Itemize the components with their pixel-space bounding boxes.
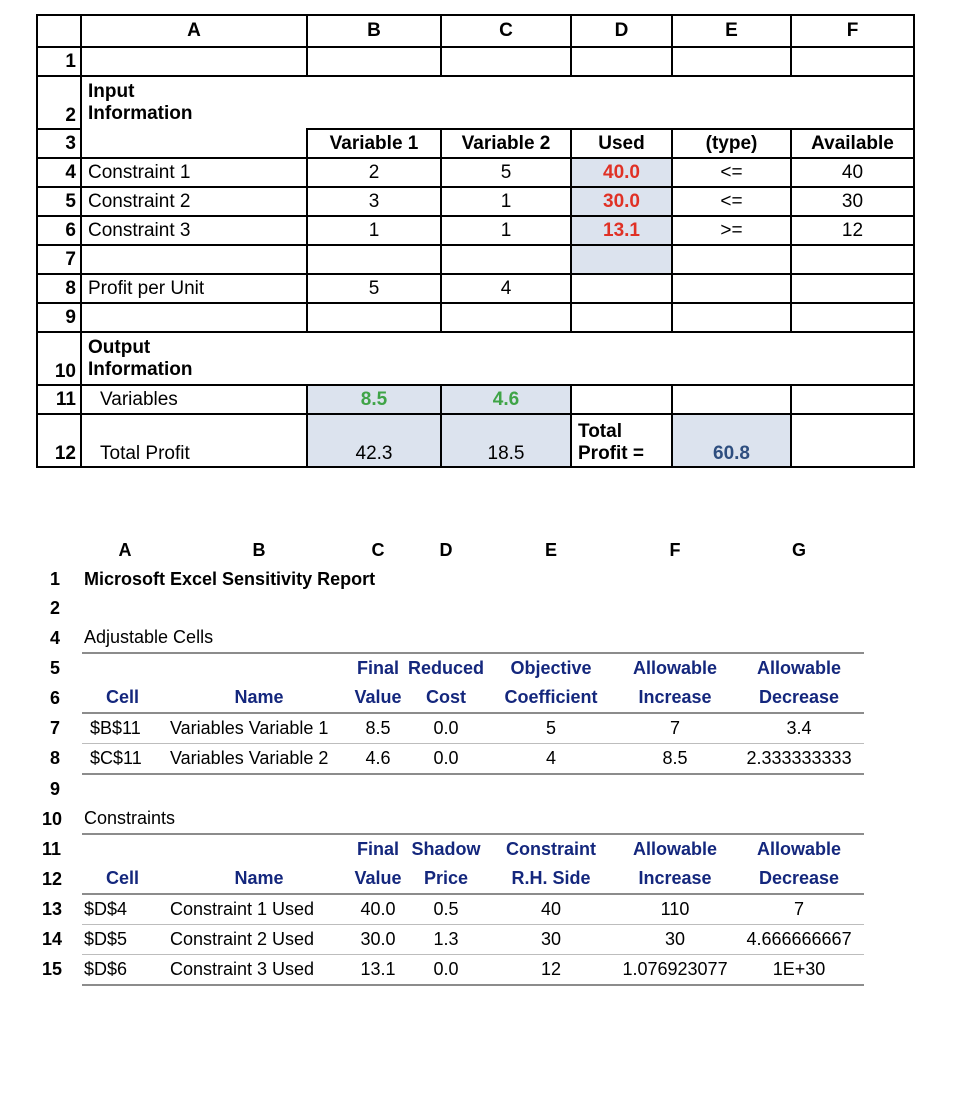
column-header-e[interactable]: E: [672, 15, 791, 47]
constraint-available[interactable]: 30: [791, 187, 914, 216]
cell-f8[interactable]: [791, 274, 914, 303]
constraint-coef-v1[interactable]: 1: [307, 216, 441, 245]
profit-contribution-b[interactable]: 42.3: [307, 414, 441, 467]
sheet-row-6: [37, 216, 914, 245]
report-col-f: F: [669, 539, 681, 560]
adj-header-name: Name: [168, 683, 350, 713]
con-name: Constraint 3 Used: [168, 955, 350, 986]
adj-allowable-decrease: 2.333333333: [734, 744, 864, 775]
report-column-letters: [40, 535, 864, 565]
cell-f1[interactable]: [791, 47, 914, 76]
cell-e7[interactable]: [672, 245, 791, 274]
row-number[interactable]: 6: [37, 216, 81, 245]
adj-header-allowable-inc: Allowable: [616, 653, 734, 683]
report-row-number: 12: [42, 868, 63, 889]
con-final-value: 30.0: [350, 925, 406, 955]
variable-2-value[interactable]: 4.6: [441, 385, 571, 414]
cell-a3[interactable]: [81, 129, 307, 158]
sheet-row-8: [37, 274, 914, 303]
con-cell-ref: $D$5: [82, 925, 168, 955]
con-name: Constraint 1 Used: [168, 894, 350, 925]
header-type[interactable]: (type): [672, 129, 791, 158]
profit-per-unit-v2[interactable]: 4: [441, 274, 571, 303]
variables-label[interactable]: Variables: [81, 385, 307, 414]
sheet-row-5: [37, 187, 914, 216]
constraint-coef-v2[interactable]: 5: [441, 158, 571, 187]
constraint-name[interactable]: Constraint 1: [81, 158, 307, 187]
constraint-type[interactable]: <=: [672, 158, 791, 187]
report-row-number: 9: [50, 778, 61, 799]
adj-cell-ref: $C$11: [82, 744, 168, 775]
cell-f11[interactable]: [791, 385, 914, 414]
report-row-number: 11: [42, 838, 62, 859]
cell-f7[interactable]: [791, 245, 914, 274]
con-allowable-decrease: 1E+30: [734, 955, 864, 986]
report-row-number: 13: [42, 898, 63, 919]
constraint-coef-v1[interactable]: 3: [307, 187, 441, 216]
constraint-available[interactable]: 12: [791, 216, 914, 245]
con-cell-ref: $D$4: [82, 894, 168, 925]
cell-c7[interactable]: [441, 245, 571, 274]
con-allowable-increase: 30: [616, 925, 734, 955]
con-shadow-price: 1.3: [406, 925, 486, 955]
con-cell-ref: $D$6: [82, 955, 168, 986]
con-header-price: Price: [406, 864, 486, 894]
con-header-increase: Increase: [616, 864, 734, 894]
adj-allowable-decrease: 3.4: [734, 713, 864, 744]
constraint-name[interactable]: Constraint 2: [81, 187, 307, 216]
report-row-number: 4: [50, 627, 61, 648]
row-number[interactable]: 7: [37, 245, 81, 274]
adj-name: Variables Variable 2: [168, 744, 350, 775]
total-profit-eq-line2: Profit =: [578, 443, 644, 464]
adj-header-final: Final: [350, 653, 406, 683]
output-label-line1: Output: [88, 336, 151, 358]
con-rhs: 40: [486, 894, 616, 925]
constraint-type[interactable]: <=: [672, 187, 791, 216]
total-profit-equals-label[interactable]: [571, 414, 672, 467]
cell-e1[interactable]: [672, 47, 791, 76]
adj-header-objective: Objective: [486, 653, 616, 683]
con-header-final: Final: [350, 834, 406, 864]
adj-header-value: Value: [350, 683, 406, 713]
cell-f9[interactable]: [791, 303, 914, 332]
row-number[interactable]: 11: [37, 385, 81, 414]
cell-b9[interactable]: [307, 303, 441, 332]
sheet-row-10: [37, 332, 914, 385]
con-rhs: 12: [486, 955, 616, 986]
cell-c1[interactable]: [441, 47, 571, 76]
con-header-allowable-inc: Allowable: [616, 834, 734, 864]
report-row-10: [40, 804, 864, 834]
output-information-label[interactable]: [81, 332, 914, 385]
report-row-number: 1: [50, 569, 61, 589]
report-row-number: 15: [42, 959, 63, 980]
row-number[interactable]: 12: [37, 414, 81, 467]
report-row-5: [40, 653, 864, 683]
profit-per-unit-v1[interactable]: 5: [307, 274, 441, 303]
adj-cell-ref: $B$11: [82, 713, 168, 744]
con-header-value: Value: [350, 864, 406, 894]
input-information-label[interactable]: [81, 76, 914, 129]
cell-a1[interactable]: [81, 47, 307, 76]
con-header-shadow: Shadow: [406, 834, 486, 864]
report-row-7: [40, 713, 864, 744]
constraint-used[interactable]: 30.0: [571, 187, 672, 216]
report-row-number: 14: [42, 929, 63, 949]
row-number[interactable]: 8: [37, 274, 81, 303]
adjustable-cells-heading: Adjustable Cells: [84, 627, 214, 647]
con-final-value: 13.1: [350, 955, 406, 986]
con-header-cell: Cell: [82, 864, 168, 894]
cell-b7[interactable]: [307, 245, 441, 274]
total-profit-value[interactable]: 60.8: [672, 414, 791, 467]
adj-header-cell: Cell: [82, 683, 168, 713]
total-profit-label[interactable]: Total Profit: [81, 414, 307, 467]
con-name: Constraint 2 Used: [168, 925, 350, 955]
report-row-number: 8: [50, 748, 61, 769]
row-number[interactable]: 10: [37, 332, 81, 385]
report-col-g: G: [792, 539, 807, 560]
con-allowable-increase: 1.076923077: [616, 955, 734, 986]
sheet-row-2: [37, 76, 914, 129]
row-number[interactable]: 9: [37, 303, 81, 332]
sheet-row-4: [37, 158, 914, 187]
row-number[interactable]: 2: [37, 76, 81, 129]
column-header-c[interactable]: C: [441, 15, 571, 47]
sheet-row-7: [37, 245, 914, 274]
report-col-d: D: [439, 539, 453, 560]
adj-header-decrease: Decrease: [734, 683, 864, 713]
cell-d8[interactable]: [571, 274, 672, 303]
cell-d7[interactable]: [571, 245, 672, 274]
report-row-4: [40, 623, 864, 653]
report-row-6: [40, 683, 864, 713]
constraint-used[interactable]: 13.1: [571, 216, 672, 245]
report-col-b: B: [252, 539, 266, 560]
cell-c9[interactable]: [441, 303, 571, 332]
adj-reduced-cost: 0.0: [406, 744, 486, 775]
adj-allowable-increase: 8.5: [616, 744, 734, 775]
profit-per-unit-label[interactable]: Profit per Unit: [81, 274, 307, 303]
report-row-1: [40, 565, 864, 594]
con-header-rhs: R.H. Side: [486, 864, 616, 894]
column-header-a[interactable]: A: [81, 15, 307, 47]
column-header-row: [37, 15, 914, 47]
constraint-coef-v2[interactable]: 1: [441, 187, 571, 216]
constraint-type[interactable]: >=: [672, 216, 791, 245]
report-row-11: [40, 834, 864, 864]
sheet-row-12: [37, 414, 914, 467]
report-row-9: [40, 774, 864, 804]
report-row-13: [40, 894, 864, 925]
header-variable-1[interactable]: Variable 1: [307, 129, 441, 158]
cell-a7[interactable]: [81, 245, 307, 274]
row-number[interactable]: 1: [37, 47, 81, 76]
sheet-row-3: [37, 129, 914, 158]
cell-e9[interactable]: [672, 303, 791, 332]
adj-final-value: 4.6: [350, 744, 406, 775]
profit-contribution-c[interactable]: 18.5: [441, 414, 571, 467]
report-corner: [40, 535, 82, 565]
adj-header-increase: Increase: [616, 683, 734, 713]
report-row-15: [40, 955, 864, 986]
sheet-row-11: [37, 385, 914, 414]
variable-1-value[interactable]: 8.5: [307, 385, 441, 414]
report-row-2: [40, 594, 864, 623]
con-header-name: Name: [168, 864, 350, 894]
row-number[interactable]: 4: [37, 158, 81, 187]
adj-reduced-cost: 0.0: [406, 713, 486, 744]
cell-a9[interactable]: [81, 303, 307, 332]
adj-header-allowable-dec: Allowable: [734, 653, 864, 683]
report-col-a: A: [118, 539, 132, 560]
input-label-line2: Information: [88, 102, 193, 124]
con-header-constraint: Constraint: [486, 834, 616, 864]
column-header-d[interactable]: D: [571, 15, 672, 47]
adj-objective-coef: 4: [486, 744, 616, 775]
cell-b1[interactable]: [307, 47, 441, 76]
sheet-row-1: [37, 47, 914, 76]
adj-header-coefficient: Coefficient: [486, 683, 616, 713]
con-final-value: 40.0: [350, 894, 406, 925]
sheet-row-9: [37, 303, 914, 332]
con-shadow-price: 0.0: [406, 955, 486, 986]
con-shadow-price: 0.5: [406, 894, 486, 925]
constraint-coef-v2[interactable]: 1: [441, 216, 571, 245]
report-row-number: 5: [50, 657, 61, 678]
con-rhs: 30: [486, 925, 616, 955]
input-output-spreadsheet: [36, 14, 915, 468]
column-header-b[interactable]: B: [307, 15, 441, 47]
constraint-name[interactable]: Constraint 3: [81, 216, 307, 245]
corner-cell[interactable]: [37, 15, 81, 47]
total-profit-eq-line1: Total: [578, 421, 622, 442]
report-title: Microsoft Excel Sensitivity Report: [84, 569, 376, 589]
report-col-c: C: [371, 539, 385, 560]
cell-e8[interactable]: [672, 274, 791, 303]
adj-objective-coef: 5: [486, 713, 616, 744]
cell-d11[interactable]: [571, 385, 672, 414]
sensitivity-report: [40, 535, 864, 986]
report-row-number: 7: [50, 717, 61, 738]
report-row-14: [40, 925, 864, 955]
header-used[interactable]: Used: [571, 129, 672, 158]
con-allowable-decrease: 4.666666667: [734, 925, 864, 955]
con-header-decrease: Decrease: [734, 864, 864, 894]
header-available[interactable]: Available: [791, 129, 914, 158]
report-row-8: [40, 744, 864, 775]
constraint-coef-v1[interactable]: 2: [307, 158, 441, 187]
row-number[interactable]: 3: [37, 129, 81, 158]
header-variable-2[interactable]: Variable 2: [441, 129, 571, 158]
cell-d9[interactable]: [571, 303, 672, 332]
con-header-allowable-dec: Allowable: [734, 834, 864, 864]
column-header-f[interactable]: F: [791, 15, 914, 47]
report-row-12: [40, 864, 864, 894]
adj-allowable-increase: 7: [616, 713, 734, 744]
constraints-heading: Constraints: [84, 808, 176, 828]
con-allowable-decrease: 7: [734, 894, 864, 925]
cell-e11[interactable]: [672, 385, 791, 414]
adj-header-reduced: Reduced: [406, 653, 486, 683]
cell-d1[interactable]: [571, 47, 672, 76]
con-allowable-increase: 110: [616, 894, 734, 925]
cell-f12[interactable]: [791, 414, 914, 467]
constraint-available[interactable]: 40: [791, 158, 914, 187]
report-row-number: 2: [50, 598, 61, 618]
adj-final-value: 8.5: [350, 713, 406, 744]
report-row-number: 10: [42, 808, 63, 829]
adj-name: Variables Variable 1: [168, 713, 350, 744]
report-row-number: 6: [50, 687, 61, 708]
input-label-line1: Input: [88, 80, 135, 102]
row-number[interactable]: 5: [37, 187, 81, 216]
adj-header-cost: Cost: [406, 683, 486, 713]
report-col-e: E: [545, 539, 558, 560]
output-label-line2: Information: [88, 358, 193, 380]
constraint-used[interactable]: 40.0: [571, 158, 672, 187]
